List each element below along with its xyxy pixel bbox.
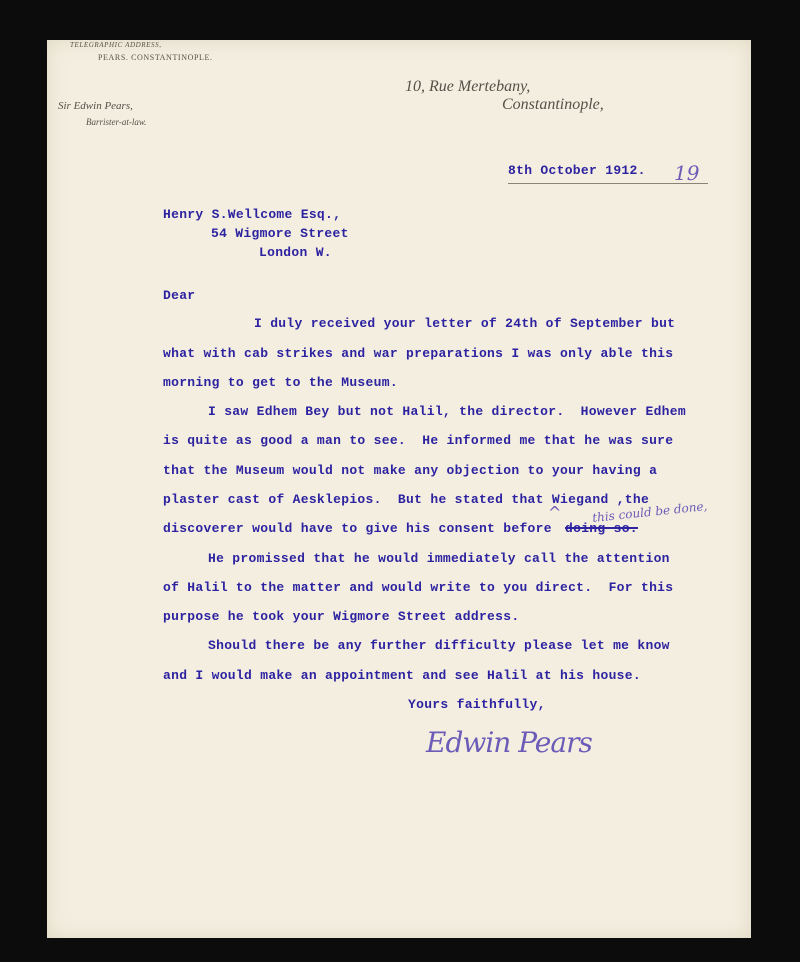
body-line-10: of Halil to the matter and would write to you direct. For this (163, 580, 674, 595)
letterhead-name: Sir Edwin Pears, (58, 100, 133, 112)
typed-date: 8th October 1912. (508, 163, 646, 178)
date-rule (508, 183, 708, 184)
body-line-7: plaster cast of Aesklepios. But he stated that Wiegand ,the (163, 492, 650, 507)
body-line-1: I duly received your letter of 24th of September but (254, 316, 676, 331)
body-line-8: discoverer would have to give his consent before (163, 521, 552, 536)
struck-text: doing so. (565, 521, 638, 536)
body-line-13: and I would make an appointment and see Halil at his house. (163, 668, 641, 683)
letterhead-address-line2: Constantinople, (502, 96, 604, 113)
handwritten-insertion: this could be done, (591, 499, 708, 525)
body-line-4: I saw Edhem Bey but not Halil, the director. However Edhem (208, 404, 686, 419)
telegraphic-address-label: TELEGRAPHIC ADDRESS, (70, 41, 162, 49)
body-line-5: is quite as good a man to see. He informed me that he was sure (163, 433, 674, 448)
salutation: Dear (163, 288, 196, 303)
signature-text: Edwin Pears (426, 726, 592, 759)
body-line-9: He promissed that he would immediately call the attention (208, 551, 670, 566)
telegraphic-address-value: PEARS. CONSTANTINOPLE. (98, 53, 213, 62)
body-line-12: Should there be any further difficulty please let me know (208, 638, 670, 653)
recipient-line2: 54 Wigmore Street (211, 226, 349, 241)
closing: Yours faithfully, (408, 697, 546, 712)
letterhead-title: Barrister-at-law. (86, 117, 147, 127)
letterhead-address-line1: 10, Rue Mertebany, (405, 78, 531, 95)
body-line-6: that the Museum would not make any objection to your having a (163, 463, 658, 478)
body-line-2: what with cab strikes and war preparations I was only able this (163, 346, 674, 361)
recipient-line1: Henry S.Wellcome Esq., (163, 207, 342, 222)
insertion-caret: ^ (548, 503, 562, 522)
recipient-line3: London W. (259, 245, 332, 260)
body-line-11: purpose he took your Wigmore Street address. (163, 609, 520, 624)
date-printed-suffix: 19 (674, 161, 700, 185)
signature (426, 684, 592, 759)
body-line-3: morning to get to the Museum. (163, 375, 398, 390)
